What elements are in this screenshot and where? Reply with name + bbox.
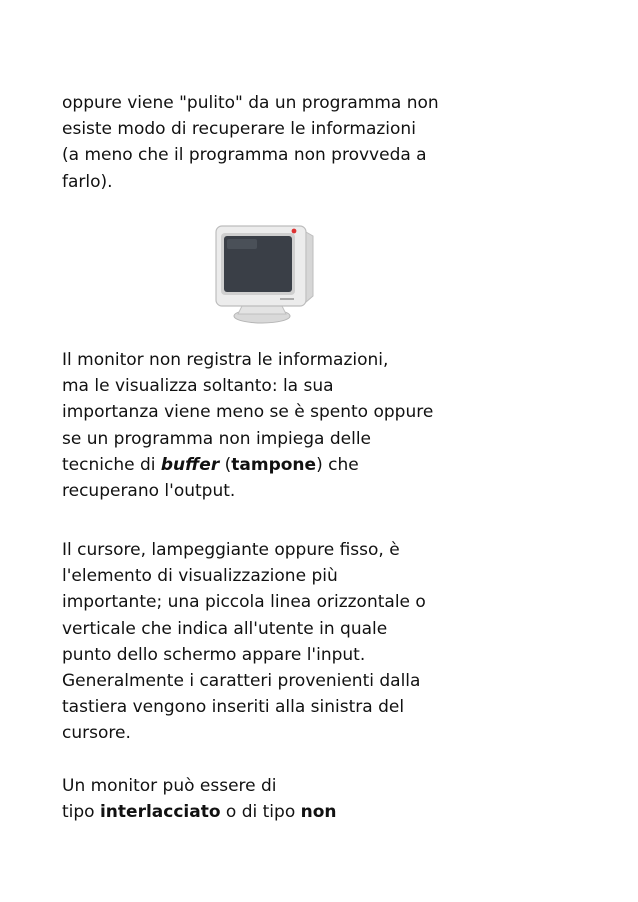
text-line: esiste modo di recuperare le informazioni bbox=[62, 119, 416, 140]
text-line: Il cursore, lampeggiante oppure fisso, è bbox=[62, 540, 400, 560]
text-line: Generalmente i caratteri provenienti dalla bbox=[62, 670, 421, 691]
text-line: importante; una piccola linea orizzontale o bbox=[62, 592, 426, 613]
term-interlacciato: interlacciato bbox=[99, 802, 221, 823]
text-run: ) che bbox=[316, 454, 359, 475]
crt-monitor-image bbox=[210, 222, 316, 326]
text-line bbox=[62, 452, 482, 478]
text-line: farlo). bbox=[62, 171, 113, 192]
text-line: punto dello schermo appare l'input. bbox=[62, 644, 366, 665]
text-line: (a meno che il programma non provveda a bbox=[62, 145, 427, 166]
text-line: Il monitor non registra le informazioni, bbox=[62, 350, 389, 370]
text-line bbox=[62, 799, 482, 825]
term-non: non bbox=[300, 802, 337, 823]
text-run: tecniche di bbox=[62, 454, 161, 475]
text-run: ( bbox=[219, 454, 232, 475]
text-line: cursore. bbox=[62, 723, 131, 744]
text-line: se un programma non impiega delle bbox=[62, 428, 371, 449]
text-line: Un monitor può essere di bbox=[62, 776, 277, 796]
paragraph-2 bbox=[62, 347, 482, 504]
text-line: verticale che indica all'utente in quale bbox=[62, 618, 388, 639]
text-run: o di tipo bbox=[220, 802, 301, 823]
text-line: importanza viene meno se è spento oppure bbox=[62, 402, 434, 423]
text-line: oppure viene "pulito" da un programma non bbox=[62, 93, 439, 113]
text-line: recuperano l'output. bbox=[62, 480, 236, 501]
term-tampone: tampone bbox=[231, 454, 317, 475]
text-run: tipo bbox=[62, 802, 100, 823]
term-buffer: buffer bbox=[160, 454, 220, 475]
text-line: ma le visualizza soltanto: la sua bbox=[62, 376, 334, 397]
text-line: l'elemento di visualizzazione più bbox=[62, 566, 338, 587]
paragraph-1 bbox=[62, 90, 482, 195]
text-line: tastiera vengono inseriti alla sinistra del bbox=[62, 697, 405, 718]
paragraph-3 bbox=[62, 537, 482, 747]
paragraph-4 bbox=[62, 773, 482, 825]
